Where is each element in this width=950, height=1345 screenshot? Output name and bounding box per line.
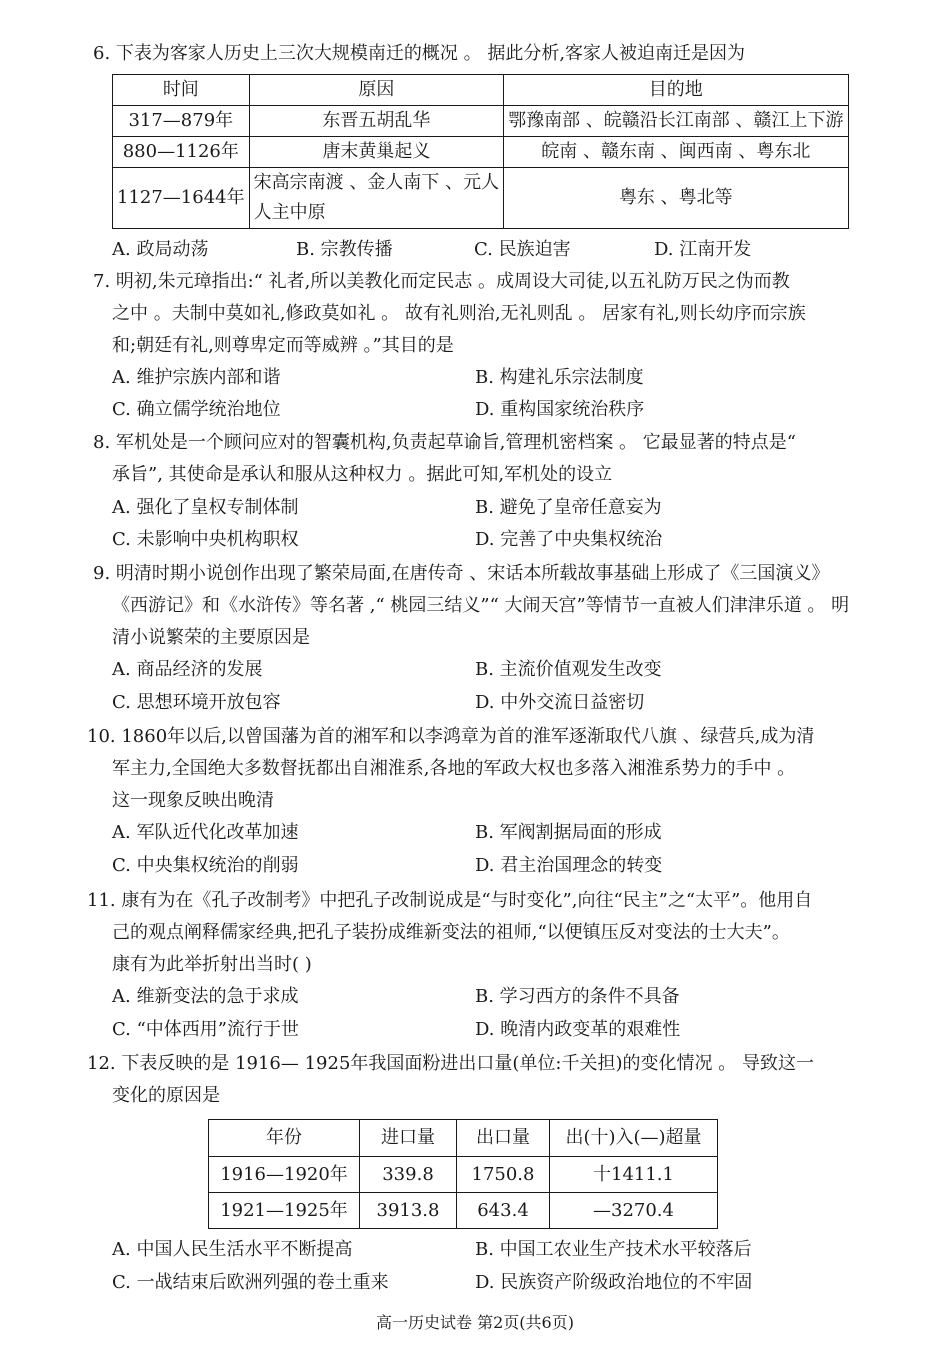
table-cell: —3270.4	[550, 1193, 718, 1229]
q6-header-time: 时间	[113, 75, 250, 106]
table-cell: 317—879年	[113, 106, 250, 137]
q9-line: 《西游记》和《水浒传》等名著 ,“ 桃园三结义”“ 大闹天宫”等情节一直被人们津津乐道 。 明	[112, 595, 850, 616]
q12-option-b: B. 中国工农业生产技术水平较落后	[475, 1239, 752, 1260]
q7-line: 和;朝廷有礼,则尊卑定而等威辨 。”其目的是	[112, 335, 454, 356]
q12-header-import: 进口量	[360, 1120, 457, 1157]
table-cell: 339.8	[360, 1157, 457, 1193]
table-cell: 1127—1644年	[113, 168, 250, 229]
q6-option-c: C. 民族迫害	[474, 239, 571, 260]
q11-option-c: C. “中体西用”流行于世	[112, 1019, 299, 1040]
q11-option-a: A. 维新变法的急于求成	[112, 986, 299, 1007]
table-row	[209, 1157, 718, 1193]
table-cell: 东晋五胡乱华	[249, 106, 503, 137]
q9-option-c: C. 思想环境开放包容	[112, 692, 281, 713]
cell-line: 宋高宗南渡 、金人南下 、元人	[253, 172, 500, 193]
q6-header-destination: 目的地	[504, 75, 848, 106]
q7-option-c: C. 确立儒学统治地位	[112, 399, 281, 420]
page-footer: 高一历史试卷 第2页(共6页)	[376, 1313, 574, 1332]
table-row	[113, 168, 849, 229]
q12-table	[208, 1119, 718, 1229]
cell-line: 人主中原	[253, 202, 326, 223]
q11-line: 己的观点阐释儒家经典,把孔子装扮成维新变法的祖师,“以便镇压反对变法的士大夫”。	[112, 922, 790, 943]
q7-line: 7. 明初,朱元璋指出:“ 礼者,所以美教化而定民志 。成周设大司徒,以五礼防万民之伪而教	[93, 271, 790, 292]
q11-option-b: B. 学习西方的条件不具备	[475, 986, 680, 1007]
q7-line: 之中 。夫制中莫如礼,修政莫如礼 。 故有礼则治,无礼则乱 。 居家有礼,则长幼序而宗族	[112, 303, 806, 324]
q8-line: 承旨”, 其使命是承认和服从这种权力 。据此可知,军机处的设立	[112, 464, 613, 485]
q6-header-cause: 原因	[249, 75, 503, 106]
q12-option-a: A. 中国人民生活水平不断提高	[112, 1239, 353, 1260]
q8-option-c: C. 未影响中央机构职权	[112, 529, 299, 550]
q12-line: 12. 下表反映的是 1916— 1925年我国面粉进出口量(单位:千关担)的变化情况 。 导致这一	[87, 1053, 814, 1074]
table-cell: 粤东 、粤北等	[504, 168, 848, 229]
q6-option-a: A. 政局动荡	[112, 239, 209, 260]
q11-line: 康有为此举折射出当时( )	[112, 954, 312, 975]
q8-option-b: B. 避免了皇帝任意妄为	[475, 497, 662, 518]
q10-line: 军主力,全国绝大多数督抚都出自湘淮系,各地的军政大权也多落入湘淮系势力的手中 。	[112, 758, 796, 779]
q8-option-a: A. 强化了皇权专制体制	[112, 497, 299, 518]
q10-option-a: A. 军队近代化改革加速	[112, 822, 299, 843]
table-cell: 十1411.1	[550, 1157, 718, 1193]
q9-line: 9. 明清时期小说创作出现了繁荣局面,在唐传奇 、宋话本所载故事基础上形成了《三国演义》	[93, 563, 830, 584]
table-row	[209, 1193, 718, 1229]
q6-option-b: B. 宗教传播	[296, 239, 393, 260]
q6-table	[112, 74, 849, 229]
q9-option-d: D. 中外交流日益密切	[475, 692, 645, 713]
q8-option-d: D. 完善了中央集权统治	[475, 529, 663, 550]
table-cell: 唐末黄巢起义	[249, 137, 503, 168]
q12-line: 变化的原因是	[112, 1085, 220, 1106]
q9-line: 清小说繁荣的主要原因是	[112, 627, 310, 648]
table-cell: 643.4	[457, 1193, 550, 1229]
q10-option-b: B. 军阀割据局面的形成	[475, 822, 662, 843]
q11-option-d: D. 晚清内政变革的艰难性	[475, 1019, 681, 1040]
q11-line: 11. 康有为在《孔子改制考》中把孔子改制说成是“与时变化”,向往“民主”之“太平”。他用自	[87, 890, 813, 911]
table-cell: 1916—1920年	[209, 1157, 360, 1193]
q12-header-balance: 出(十)入(—)超量	[550, 1120, 718, 1157]
q10-option-d: D. 君主治国理念的转变	[475, 855, 663, 876]
q12-header-year: 年份	[209, 1120, 360, 1157]
q8-line: 8. 军机处是一个顾问应对的智囊机构,负责起草谕旨,管理机密档案 。 它最显著的特点是“	[93, 432, 796, 453]
q7-option-d: D. 重构国家统治秩序	[475, 399, 645, 420]
table-cell: 1750.8	[457, 1157, 550, 1193]
q7-option-a: A. 维护宗族内部和谐	[112, 367, 281, 388]
q9-option-a: A. 商品经济的发展	[112, 659, 263, 680]
table-cell: 3913.8	[360, 1193, 457, 1229]
table-cell: 1921—1925年	[209, 1193, 360, 1229]
table-row	[113, 106, 849, 137]
q12-option-c: C. 一战结束后欧洲列强的卷土重来	[112, 1272, 389, 1293]
q10-line: 10. 1860年以后,以曾国藩为首的湘军和以李鸿章为首的淮军逐渐取代八旗 、绿营兵,成为清	[87, 726, 815, 747]
q12-header-export: 出口量	[457, 1120, 550, 1157]
q9-option-b: B. 主流价值观发生改变	[475, 659, 662, 680]
table-row	[113, 137, 849, 168]
table-cell: 皖南 、赣东南 、闽西南 、粤东北	[504, 137, 848, 168]
table-cell: 鄂豫南部 、皖赣沿长江南部 、赣江上下游	[504, 106, 848, 137]
q7-option-b: B. 构建礼乐宗法制度	[475, 367, 644, 388]
q10-line: 这一现象反映出晚清	[112, 790, 274, 811]
table-cell	[249, 168, 503, 229]
q6-option-d: D. 江南开发	[654, 239, 752, 260]
q12-option-d: D. 民族资产阶级政治地位的不牢固	[475, 1272, 753, 1293]
q10-option-c: C. 中央集权统治的削弱	[112, 855, 299, 876]
table-cell: 880—1126年	[113, 137, 250, 168]
q6-stem: 6. 下表为客家人历史上三次大规模南迁的概况 。 据此分析,客家人被迫南迁是因为	[93, 43, 746, 64]
